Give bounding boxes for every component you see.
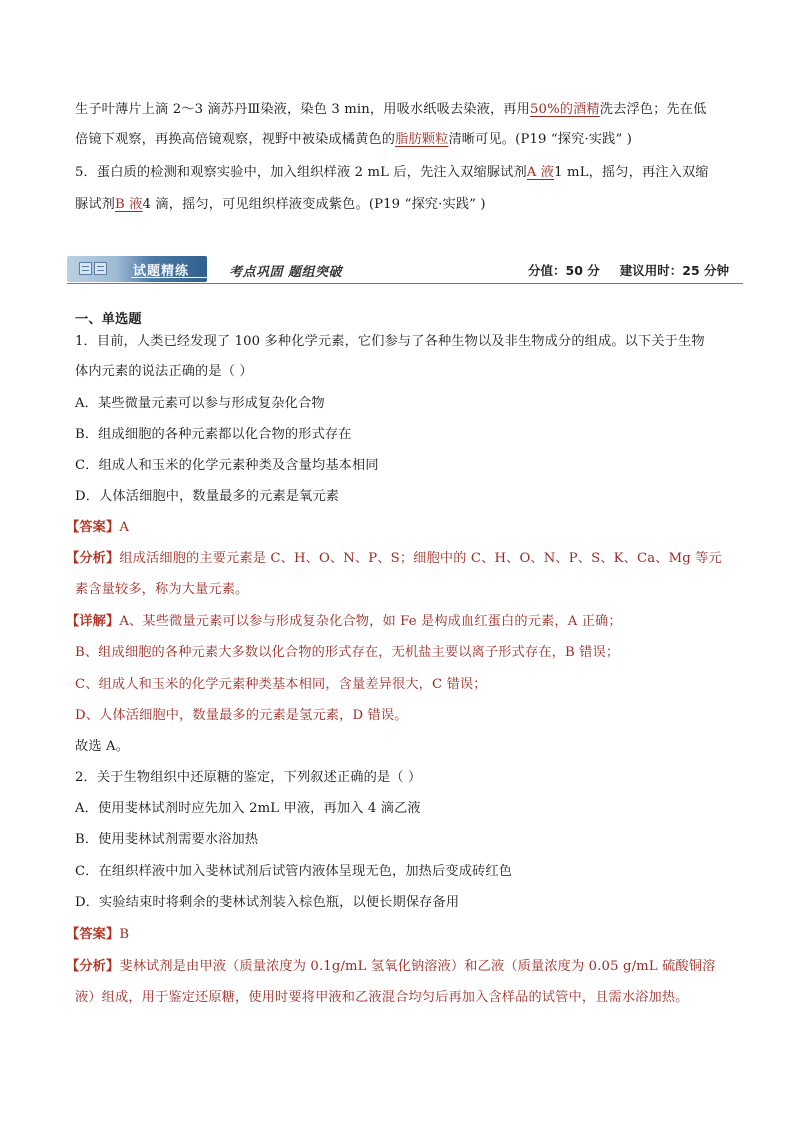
option-a: A．使用斐林试剂时应先加入 2mL 甲液，再加入 4 滴乙液 — [75, 801, 421, 816]
answer-tag: 【答案】 — [66, 520, 120, 535]
option-d: D．人体活细胞中，数量最多的元素是氧元素 — [75, 489, 340, 504]
banner-meta — [528, 261, 729, 279]
analysis-tag: 【分析】 — [66, 551, 120, 566]
detail-line: C、组成人和玉米的化学元素种类基本相同，含量差异很大，C 错误； — [75, 677, 487, 692]
text-segment: 洗去浮色；先在低 — [599, 102, 707, 117]
text-line — [75, 163, 735, 183]
text-segment: 倍镜下观察，再换高倍镜观察，视野中被染成橘黄色的 — [75, 132, 396, 147]
answer-value: B — [119, 927, 130, 942]
banner-title-box — [67, 256, 207, 282]
banner-subtitle: 考点巩固 题组突破 — [229, 265, 343, 280]
time-label: 建议用时：25 分钟 — [619, 263, 729, 278]
score-label: 分值：50 分 — [528, 263, 600, 278]
detail-text: A、某些微量元素可以参与形成复杂化合物，如 Fe 是构成血红蛋白的元素，A 正确； — [119, 614, 622, 629]
detail-line: B、组成细胞的各种元素大多数以化合物的形式存在，无机盐主要以离子形式存在，B 错误； — [75, 645, 620, 660]
question-stem: 体内元素的说法正确的是（ ） — [75, 364, 253, 379]
banner-title-underline — [131, 277, 207, 278]
text-segment: 清晰可见。(P19 “探究·实践” ) — [448, 132, 633, 147]
text-line — [75, 130, 735, 150]
answer-line — [66, 518, 726, 538]
underlined-key-term: 50%的酒精 — [529, 102, 600, 117]
banner-title: 试题精练 — [133, 264, 190, 279]
analysis-line: 素含量较多，称为大量元素。 — [75, 582, 249, 597]
text-segment: 1 mL，摇匀，再注入双缩 — [554, 165, 709, 180]
answer-value: A — [119, 520, 130, 535]
underlined-key-term: 脂肪颗粒 — [395, 132, 449, 147]
text-segment: 脲试剂 — [75, 197, 116, 212]
option-d: D．实验结束时将剩余的斐林试剂装入棕色瓶，以便长期保存备用 — [75, 895, 460, 910]
text-segment: 4 滴，摇匀，可见组织样液变成紫色。(P19 “探究·实践” ) — [142, 197, 486, 212]
book-icon — [94, 262, 107, 275]
option-c: C．组成人和玉米的化学元素种类及含量均基本相同 — [75, 458, 379, 473]
analysis-line — [66, 957, 726, 977]
question-stem: 1．目前，人类已经发现了 100 多种化学元素，它们参与了各种生物以及非生物成分的组成。以下关于生物 — [75, 334, 705, 349]
answer-tag: 【答案】 — [66, 927, 120, 942]
option-b: B．使用斐林试剂需要水浴加热 — [75, 832, 259, 847]
analysis-tag: 【分析】 — [66, 959, 120, 974]
detail-line: D、人体活细胞中，数量最多的元素是氢元素，D 错误。 — [75, 708, 408, 723]
question-stem: 2．关于生物组织中还原糖的鉴定，下列叙述正确的是（ ） — [75, 770, 422, 785]
detail-tag: 【详解】 — [66, 614, 120, 629]
detail-line — [66, 612, 726, 632]
underlined-key-term: A 液 — [526, 165, 555, 180]
conclusion-line: 故选 A。 — [75, 739, 130, 754]
section-heading: 一、单选题 — [75, 312, 142, 327]
option-b: B．组成细胞的各种元素都以化合物的形式存在 — [75, 427, 352, 442]
analysis-text: 斐林试剂是由甲液（质量浓度为 0.1g/mL 氢氧化钠溶液）和乙液（质量浓度为 0.05 g/mL 硫酸铜溶 — [119, 959, 716, 974]
analysis-text: 组成活细胞的主要元素是 C、H、O、N、P、S；细胞中的 C、H、O、N、P、S、K、Ca、Mg 等元 — [119, 551, 722, 566]
option-c: C．在组织样液中加入斐林试剂后试管内液体呈现无色，加热后变成砖红色 — [75, 864, 513, 879]
text-segment: 5．蛋白质的检测和观察实验中，加入组织样液 2 mL 后，先注入双缩脲试剂 — [75, 165, 527, 180]
text-segment: 生子叶薄片上滴 2～3 滴苏丹Ⅲ染液，染色 3 min，用吸水纸吸去染液，再用 — [75, 102, 530, 117]
answer-line — [66, 925, 726, 945]
section-banner — [67, 256, 743, 284]
analysis-line: 液）组成，用于鉴定还原糖，使用时要将甲液和乙液混合均匀后再加入含样品的试管中，且需水浴加热。 — [75, 990, 689, 1005]
underlined-key-term: B 液 — [115, 197, 143, 212]
banner-divider — [67, 283, 743, 284]
text-line — [75, 195, 735, 215]
option-a: A．某些微量元素可以参与形成复杂化合物 — [75, 396, 325, 411]
analysis-line — [66, 549, 726, 569]
book-icon — [79, 262, 92, 275]
text-line — [75, 100, 735, 120]
